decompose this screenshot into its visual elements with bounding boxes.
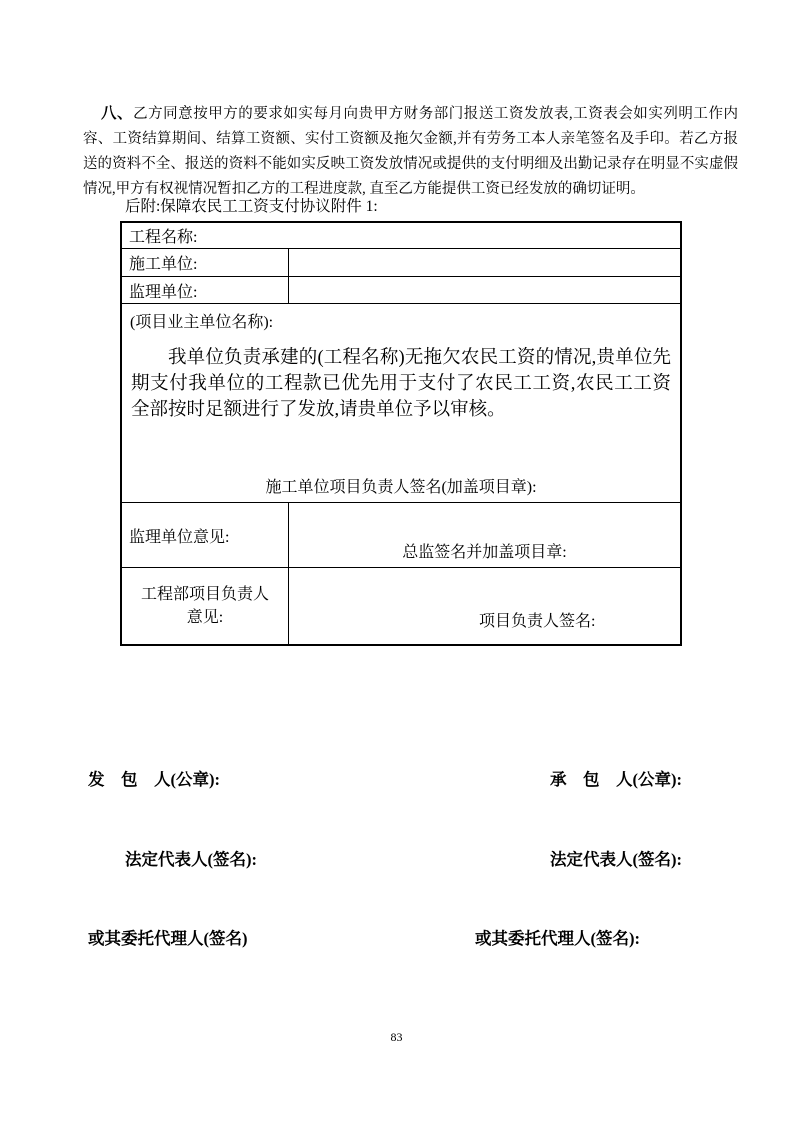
employer-signature-block (88, 714, 257, 1006)
contractor-seal-line: 承 包 人(公章): (550, 770, 682, 789)
owner-statement-row (122, 303, 680, 502)
supervisor-opinion-row (122, 502, 680, 567)
engineering-opinion-label: 工程部项目负责人 意见: (122, 568, 289, 644)
project-leader-sign-line: 项目负责人签名: (479, 613, 596, 630)
contractor-row (122, 248, 680, 276)
clause-number: 八、 (101, 104, 134, 122)
project-name-label: 工程名称: (129, 229, 198, 246)
contractor-value-cell (289, 249, 680, 276)
contractor-label: 施工单位: (122, 249, 289, 276)
contractor-legal-rep-line: 法定代表人(签名): (550, 849, 682, 869)
supervisor-label: 监理单位: (122, 277, 289, 303)
page-number: 83 (390, 1030, 403, 1044)
owner-statement-text: 我单位负责承建的(工程名称)无拖欠农民工资的情况,贵单位先期支付我单位的工程款已优先用于支付了农民工工资,农民工工资全部按时足额进行了发放,请贵单位予以审核。 (131, 348, 671, 420)
chief-supervisor-sign-line: 总监签名并加盖项目章: (402, 544, 567, 561)
attachment-heading: 后附:保障农民工工资支付协议附件 1: (125, 198, 378, 215)
owner-unit-name-label: (项目业主单位名称): (130, 314, 274, 331)
contractor-project-leader-sign-line: 施工单位项目负责人签名(加盖项目章): (265, 479, 537, 496)
clause-paragraph (83, 101, 738, 202)
project-name-row (122, 223, 680, 248)
employer-agent-line: 或其委托代理人(签名) (88, 929, 248, 948)
supervisor-opinion-cell (289, 503, 680, 567)
engineering-opinion-row (122, 567, 680, 644)
contractor-agent-line: 或其委托代理人(签名): (475, 929, 640, 948)
engineering-opinion-cell (289, 568, 680, 644)
owner-statement-cell (122, 304, 680, 502)
supervisor-row (122, 276, 680, 303)
wage-guarantee-form-table (120, 221, 682, 646)
supervisor-opinion-label: 监理单位意见: (122, 503, 289, 567)
contractor-signature-block (475, 714, 682, 1006)
clause-body-text: 乙方同意按甲方的要求如实每月向贵甲方财务部门报送工资发放表,工资表会如实列明工作内容、工资结算期间、结算工资额、实付工资额及拖欠金额,并有劳务工本人亲笔签名及手印。若乙方报送的资料不全、报送的资料不能如实反映工资发放情况或提供的支付明细及出勤记录存在明显不实虚假情况,甲方有权视情况暂扣乙方的工程进度款, 直至乙方能提供工资已经发放的确切证明。 (83, 105, 738, 197)
employer-legal-rep-line: 法定代表人(签名): (125, 849, 257, 869)
supervisor-value-cell (289, 277, 680, 303)
employer-seal-line: 发 包 人(公章): (88, 770, 220, 789)
